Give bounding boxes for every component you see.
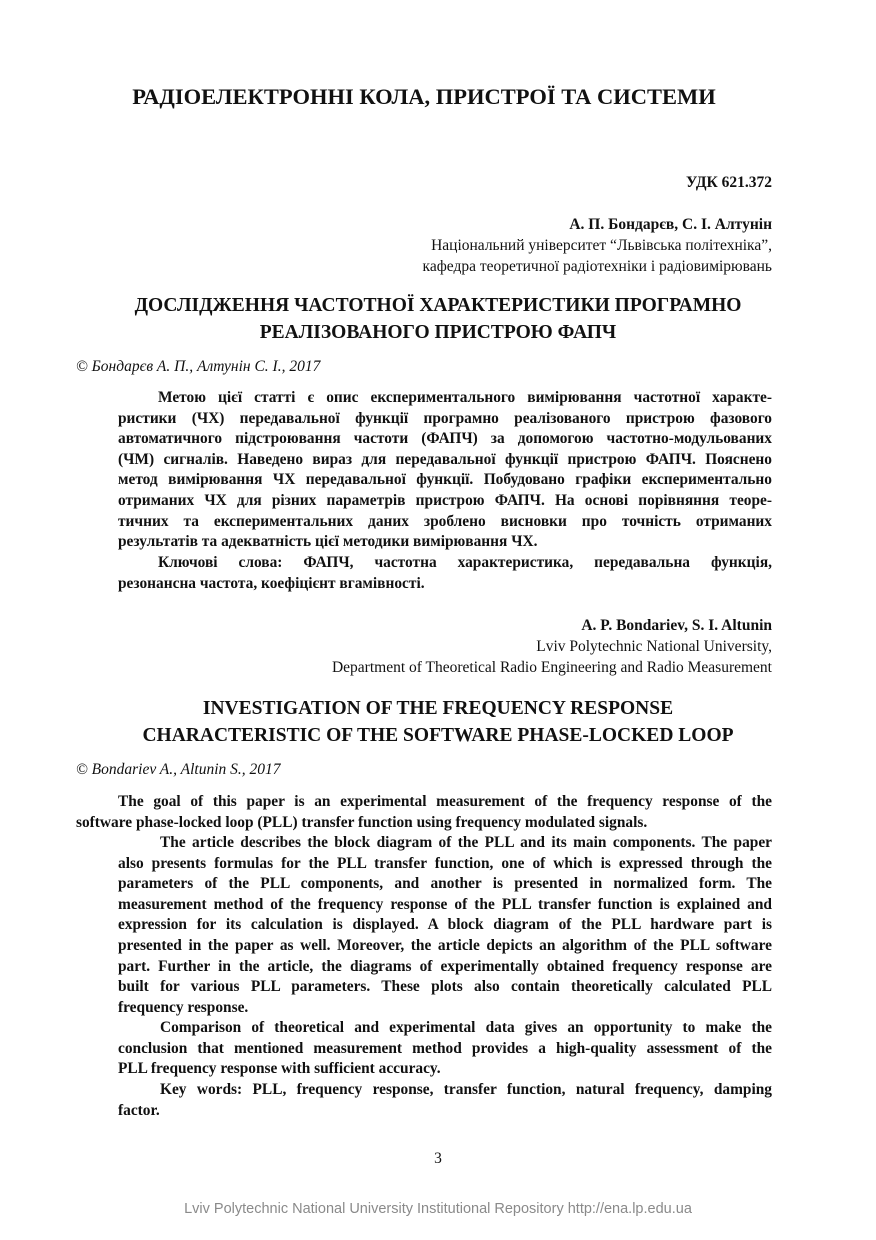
text-line: (ЧМ) сигналів. Наведено вираз для передавальної функції пристрою ФАПЧ. Пояснено (118, 450, 772, 468)
en-title-line: CHARACTERISTIC OF THE SOFTWARE PHASE-LOCKED LOOP (142, 725, 734, 746)
en-keywords (118, 1080, 772, 1121)
text-line: Key words: PLL, frequency response, transfer function, natural frequency, damping (160, 1081, 772, 1098)
text-line: ристики (ЧХ) передавальної функції програмно реалізованого пристрою фазового (118, 409, 772, 427)
en-affiliation-line: Department of Theoretical Radio Engineering and Radio Measurement (331, 659, 772, 676)
ua-author-block (423, 214, 772, 277)
text-line: also presents formulas for the PLL transfer function, one of which is expressed through the (118, 854, 772, 872)
ua-affiliation-line: кафедра теоретичної радіотехніки і радіовимірювань (422, 258, 772, 275)
ua-keywords (118, 553, 772, 594)
ua-title-line: ДОСЛІДЖЕННЯ ЧАСТОТНОЇ ХАРАКТЕРИСТИКИ ПРОГРАМНО (134, 295, 742, 316)
en-copyright: © Bondariev A., Altunin S., 2017 (76, 761, 281, 778)
page-number: 3 (434, 1150, 442, 1167)
text-line: автоматичного підстроювання частоти (ФАПЧ) за допомогою частотно-модульованих (118, 430, 772, 448)
text-line: presented in the paper as well. Moreover, the article depicts an algorithm of the PLL software (118, 936, 772, 954)
text-line: expression for its calculation is displayed. A block diagram of the PLL hardware part is (118, 916, 772, 934)
ua-abstract (118, 388, 772, 553)
text-line: factor. (118, 1101, 160, 1119)
text-line: The goal of this paper is an experimental measurement of the frequency response of the (118, 793, 772, 810)
text-line: conclusion that mentioned measurement method provides a high-quality assessment of the (118, 1039, 772, 1057)
text-line: Ключові слова: ФАПЧ, частотна характеристика, передавальна функція, (158, 554, 772, 571)
section-heading: РАДІОЕЛЕКТРОННІ КОЛА, ПРИСТРОЇ ТА СИСТЕМИ (132, 84, 716, 109)
text-line: Comparison of theoretical and experimental data gives an opportunity to make the (160, 1019, 772, 1036)
ua-affiliation-line: Національний університет “Львівська політехніка”, (431, 237, 772, 254)
text-line: The article describes the block diagram of the PLL and its main components. The paper (160, 834, 772, 851)
text-line: резонансна частота, коефіцієнт вгамівності. (118, 574, 425, 592)
text-line: метод вимірювання ЧХ передавальної функції. Побудовано графіки експериментально (118, 471, 772, 489)
en-author-block (332, 615, 772, 678)
text-line: тичних та експериментальних даних зроблено висновки про точність отриманих (118, 512, 772, 530)
ua-copyright: © Бондарєв А. П., Алтунін С. І., 2017 (76, 358, 321, 375)
text-line: measurement method of the frequency response of the PLL transfer function is explained and (118, 895, 772, 913)
en-abstract-paragraph (118, 833, 772, 1018)
en-affiliation-line: Lviv Polytechnic National University, (536, 638, 772, 655)
repository-footer: Lviv Polytechnic National University Institutional Repository http://ena.lp.edu.ua (184, 1201, 692, 1217)
text-line: frequency response. (118, 998, 249, 1016)
text-line: Метою цієї статті є опис експериментального вимірювання частотної характе- (158, 389, 772, 406)
text-line: software phase-locked loop (PLL) transfer function using frequency modulated signals. (76, 813, 648, 831)
en-title-line: INVESTIGATION OF THE FREQUENCY RESPONSE (202, 698, 674, 719)
text-line: built for various PLL parameters. These plots also contain theoretically calculated PLL (118, 978, 772, 996)
en-authors: A. P. Bondariev, S. I. Altunin (581, 617, 772, 634)
en-abstract-paragraph (118, 1018, 772, 1080)
text-line: part. Further in the article, the diagrams of experimentally obtained frequency response are (118, 957, 772, 975)
ua-authors: А. П. Бондарєв, С. І. Алтунін (569, 216, 772, 233)
en-abstract-paragraph (76, 792, 772, 833)
text-line: результатів та адекватність цієї методики вимірювання ЧХ. (118, 533, 538, 551)
text-line: parameters of the PLL components, and another is presented in normalized form. The (118, 875, 772, 893)
text-line: отриманих ЧХ для різних параметрів пристрою ФАПЧ. На основі порівняння теоре- (118, 491, 772, 509)
udk-code: УДК 621.372 (686, 174, 772, 191)
ua-title-line: РЕАЛІЗОВАНОГО ПРИСТРОЮ ФАПЧ (259, 322, 617, 343)
ua-title (60, 292, 816, 346)
en-title (60, 695, 816, 749)
text-line: PLL frequency response with sufficient accuracy. (118, 1060, 441, 1078)
